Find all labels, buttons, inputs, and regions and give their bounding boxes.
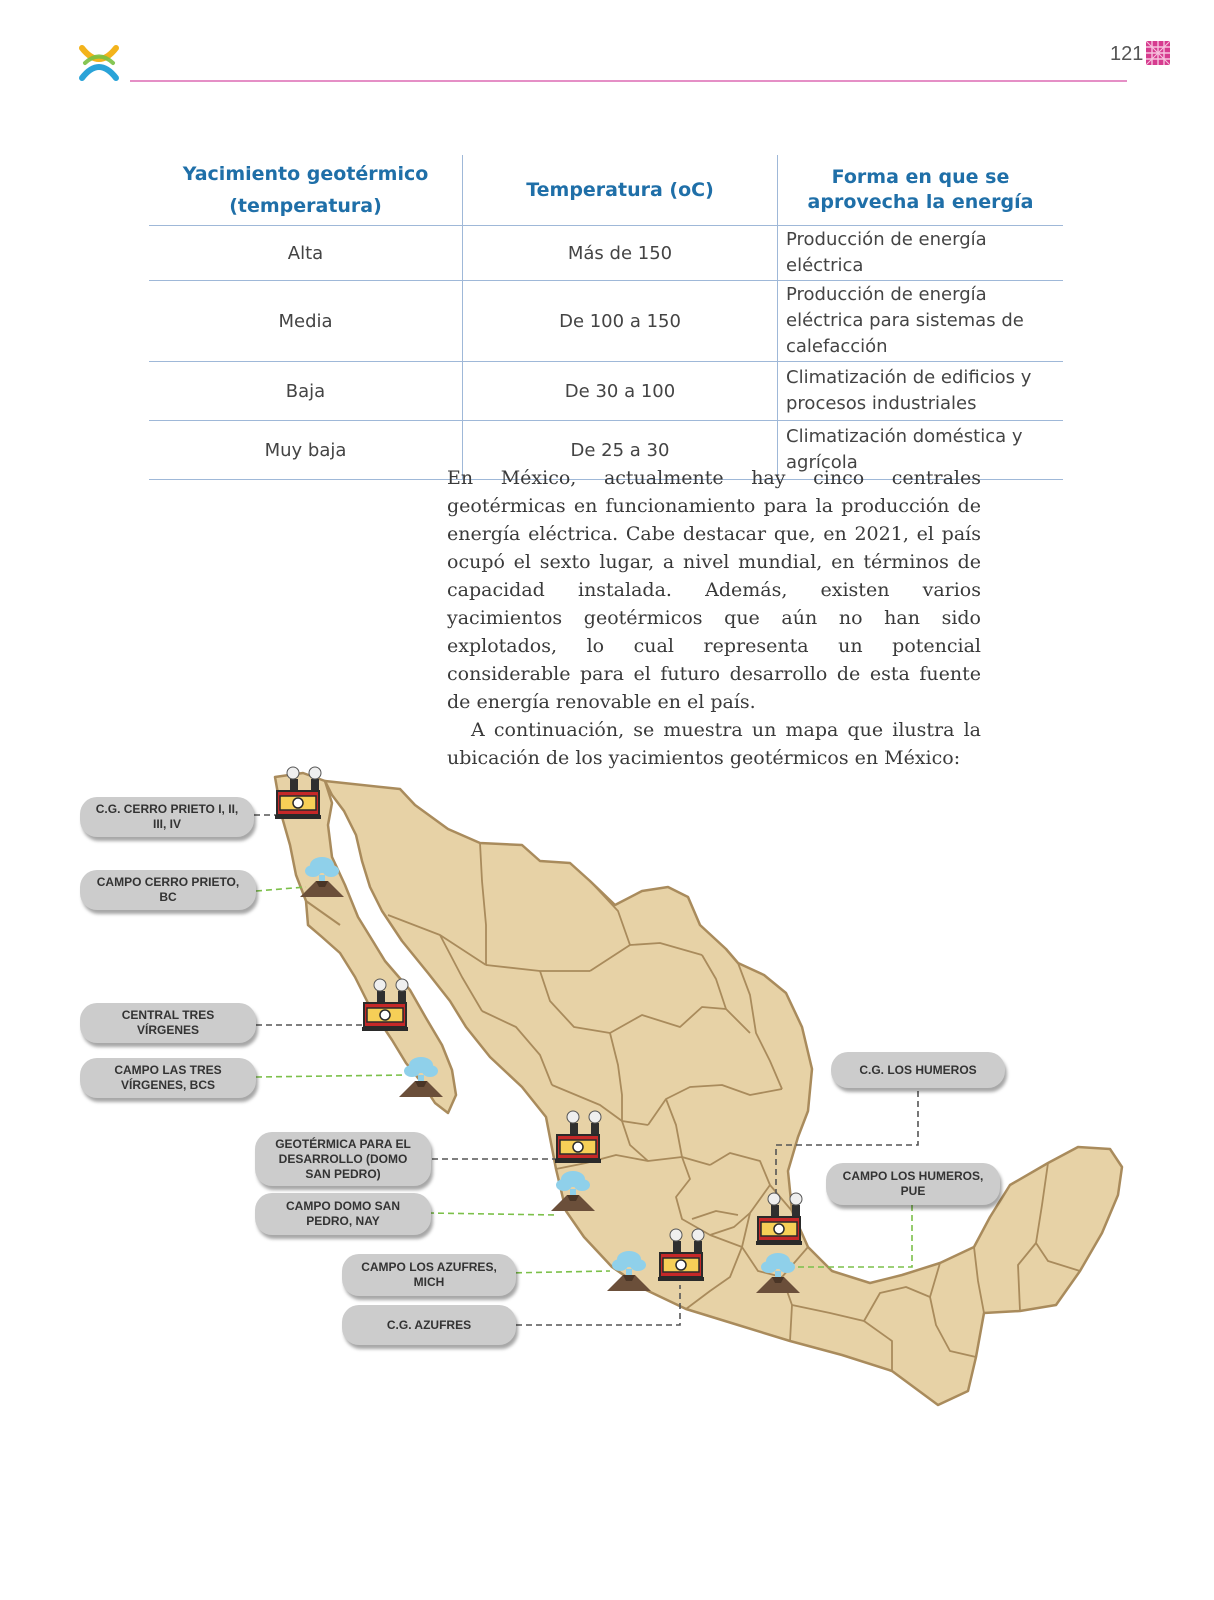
cell-uso: Producción de energía eléctrica — [778, 226, 1064, 281]
table-header-row — [149, 155, 1063, 226]
body-text — [447, 464, 981, 772]
label-campo-tres-virgenes: CAMPO LAS TRES VÍRGENES, BCS — [80, 1058, 256, 1098]
label-campo-cerro-prieto: CAMPO CERRO PRIETO, BC — [80, 870, 256, 910]
cell-temperatura: De 100 a 150 — [463, 281, 778, 362]
column-header-temperatura: Temperatura (oC) — [463, 155, 778, 226]
mexico-geothermal-map — [70, 765, 1150, 1445]
cell-uso: Climatización doméstica y agrícola — [778, 421, 1064, 480]
label-campo-domo-san-pedro: CAMPO DOMO SAN PEDRO, NAY — [255, 1193, 431, 1235]
label-cg-azufres: C.G. AZUFRES — [342, 1305, 516, 1345]
cell-temperatura: Más de 150 — [463, 226, 778, 281]
cell-yacimiento: Media — [149, 281, 463, 362]
label-campo-los-azufres: CAMPO LOS AZUFRES, MICH — [342, 1254, 516, 1296]
label-campo-los-humeros: CAMPO LOS HUMEROS, PUE — [826, 1163, 1000, 1205]
column-header-yacimiento: Yacimiento geotérmico (temperatura) — [149, 155, 463, 226]
cell-temperatura: De 25 a 30 — [463, 421, 778, 480]
cell-uso: Producción de energía eléctrica para sistemas de calefacción — [778, 281, 1064, 362]
label-domo-san-pedro-central: GEOTÉRMICA PARA EL DESARROLLO (DOMO SAN PEDRO) — [255, 1132, 431, 1186]
decorative-pattern-icon — [1146, 41, 1170, 65]
cell-yacimiento: Alta — [149, 226, 463, 281]
label-central-tres-virgenes: CENTRAL TRES VÍRGENES — [80, 1003, 256, 1043]
label-cg-cerro-prieto: C.G. CERRO PRIETO I, II, III, IV — [80, 797, 254, 837]
paragraph: A continuación, se muestra un mapa que ilustra la ubicación de los yacimientos geotérmicos en México: — [447, 719, 981, 769]
cell-uso: Climatización de edificios y procesos industriales — [778, 362, 1064, 421]
paragraph: En México, actualmente hay cinco centrales geotérmicas en funcionamiento para la producción de energía eléctrica. Cabe destacar que, en 2021, el país ocupó el sexto lugar, a nivel mundial, en términos de capacidad instalada. Además, existen varios yacimientos geotérmicos que aún no han sido explotados, lo cual representa un potencial considerable para el futuro desarrollo de esta fuente de energía renovable en el país. — [447, 467, 981, 713]
page-number: 121 — [1110, 43, 1144, 65]
table-row — [149, 226, 1063, 281]
label-cg-los-humeros: C.G. LOS HUMEROS — [831, 1052, 1005, 1088]
column-header-uso: Forma en que se aprovecha la energía — [778, 155, 1064, 226]
cell-temperatura: De 30 a 100 — [463, 362, 778, 421]
header-rule — [130, 80, 1127, 82]
cell-yacimiento: Baja — [149, 362, 463, 421]
geothermal-table — [149, 155, 1063, 480]
cell-yacimiento: Muy baja — [149, 421, 463, 480]
book-logo-icon — [76, 40, 122, 86]
table-row — [149, 281, 1063, 362]
table-row — [149, 362, 1063, 421]
